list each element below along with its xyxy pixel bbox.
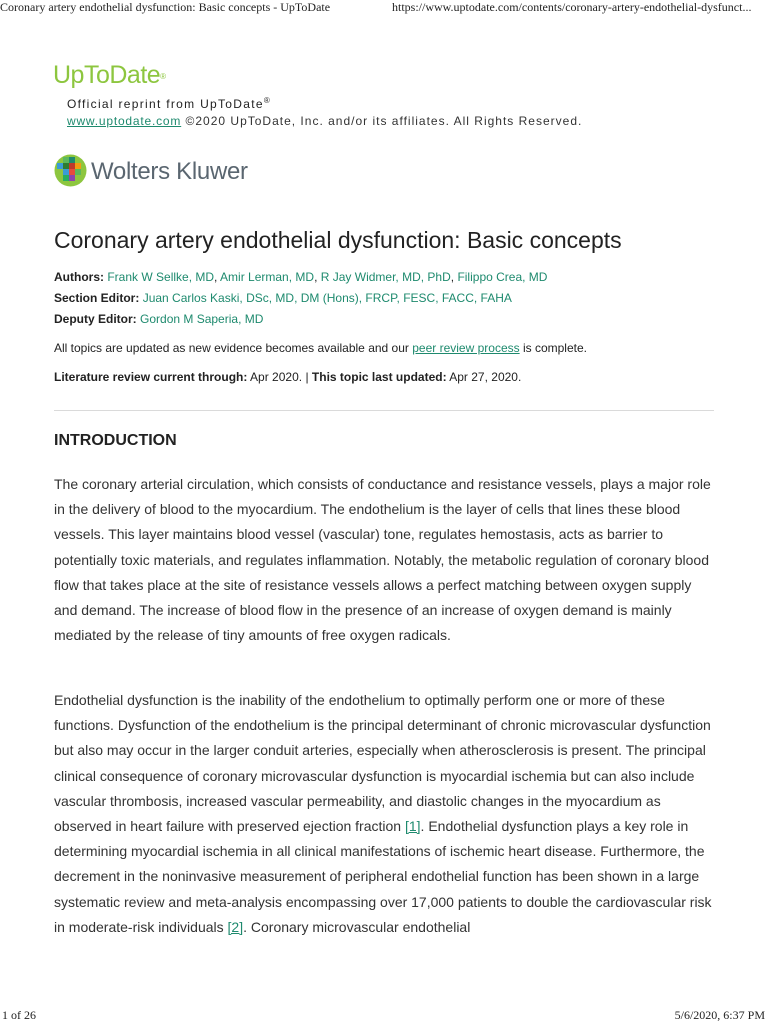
author-link[interactable]: Filippo Crea, MD: [457, 270, 548, 284]
logo-text: UpToDate: [53, 61, 161, 89]
article-title: Coronary artery endothelial dysfunction: Basic concepts: [54, 227, 622, 253]
paragraph-text: Endothelial dysfunction is the inability of the endothelium to optimally perform one or more of these functions. Dysfunction of the endothelium is the principal determinant of chronic microvascular dysfunction but also may occur in the larger conduit arteries, especially when atherosclerosis is present. The principal clinical consequence of coronary microvascular dysfunction is myocardial ischemia but can also include vascular thrombosis, increased vascular permeability, and diastolic changes in the myocardium as observed in heart failure with preserved ejection fraction: [54, 692, 711, 835]
separator: |: [305, 370, 309, 384]
print-header: [0, 0, 768, 16]
uptodate-logo[interactable]: [53, 60, 166, 90]
last-updated-value: Apr 27, 2020.: [449, 370, 522, 384]
print-page-title: Coronary artery endothelial dysfunction: Basic concepts - UpToDate: [0, 0, 331, 14]
section-editor-label: Section Editor:: [54, 291, 140, 305]
reference-link-2[interactable]: [2]: [227, 918, 244, 935]
paragraph-2: [54, 688, 714, 940]
section-editor-link[interactable]: Juan Carlos Kaski, DSc, MD, DM (Hons), FRCP, FESC, FACC, FAHA: [142, 291, 512, 305]
reprint-mark: ®: [263, 96, 270, 105]
notice-text: All topics are updated as new evidence becomes available and our: [54, 341, 413, 355]
author-link[interactable]: R Jay Widmer, MD, PhD: [320, 270, 451, 284]
deputy-editor-label: Deputy Editor:: [54, 312, 137, 326]
author-link[interactable]: Frank W Sellke, MD: [107, 270, 215, 284]
publisher-name: Wolters Kluwer: [91, 158, 248, 185]
copyright-text: ©2020 UpToDate, Inc. and/or its affiliates. All Rights Reserved.: [185, 114, 583, 128]
authors-label: Authors:: [54, 270, 104, 284]
section-heading: INTRODUCTION: [54, 432, 177, 449]
copyright-line: [67, 114, 582, 128]
print-datetime: 5/6/2020, 6:37 PM: [674, 1008, 765, 1022]
peer-review-link[interactable]: peer review process: [412, 341, 520, 355]
print-page-url: https://www.uptodate.com/contents/coronary-artery-endothelial-dysfunct...: [392, 0, 752, 14]
section-editor-line: [54, 290, 512, 306]
last-updated-label: This topic last updated:: [311, 370, 447, 384]
reprint-text: Official reprint from UpToDate: [67, 97, 264, 111]
print-footer: [0, 1008, 768, 1024]
lit-review-value: Apr 2020.: [250, 370, 303, 384]
reference-link-1[interactable]: [1]: [404, 818, 421, 835]
paragraph-1: The coronary arterial circulation, which consists of conductance and resistance vessels, plays a major role in the delivery of blood to the myocardium. The endothelium is the layer of cells that lines these blood vessels. This layer maintains blood vessel (vascular) tone, regulates hemostasis, acts as barrier to potentially toxic materials, and regulates inflammation. Notably, the metabolic regulation of coronary blood flow that takes place at the site of resistance vessels allows a perfect matching between oxygen supply and demand. The increase of blood flow in the presence of an increase of oxygen demand is mainly mediated by the release of tiny amounts of free oxygen radicals.: [54, 476, 711, 644]
update-notice: [54, 340, 587, 356]
wolters-kluwer-icon: [54, 154, 87, 187]
notice-tail: is complete.: [519, 341, 587, 355]
site-link[interactable]: www.uptodate.com: [67, 114, 182, 128]
deputy-editor-link[interactable]: Gordon M Saperia, MD: [140, 312, 264, 326]
review-dates: [54, 369, 521, 385]
reprint-notice: [67, 94, 270, 111]
paragraph-text: . Endothelial dysfunction plays a key role in determining myocardial ischemia in all clinical manifestations of ischemic heart disease. Furthermore, the decrement in the noninvasive measurement of peripheral endothelial function has been shown in a large systematic review and meta-analysis encompassing over 17,000 patients to double the cardiovascular risk in moderate-risk individuals: [54, 818, 712, 935]
lit-review-label: Literature review current through:: [54, 370, 248, 384]
deputy-editor-line: [54, 311, 263, 327]
authors-line: Authors: Frank W Sellke, MD, Amir Lerman, MD, R Jay Widmer, MD, PhD, Filippo Crea, MD: [54, 270, 548, 284]
author-link[interactable]: Amir Lerman, MD: [220, 270, 315, 284]
divider: [54, 410, 714, 411]
page-number: 1 of 26: [2, 1008, 36, 1022]
paragraph-text: . Coronary microvascular endothelial: [243, 918, 471, 935]
logo-mark: ®: [160, 72, 166, 81]
